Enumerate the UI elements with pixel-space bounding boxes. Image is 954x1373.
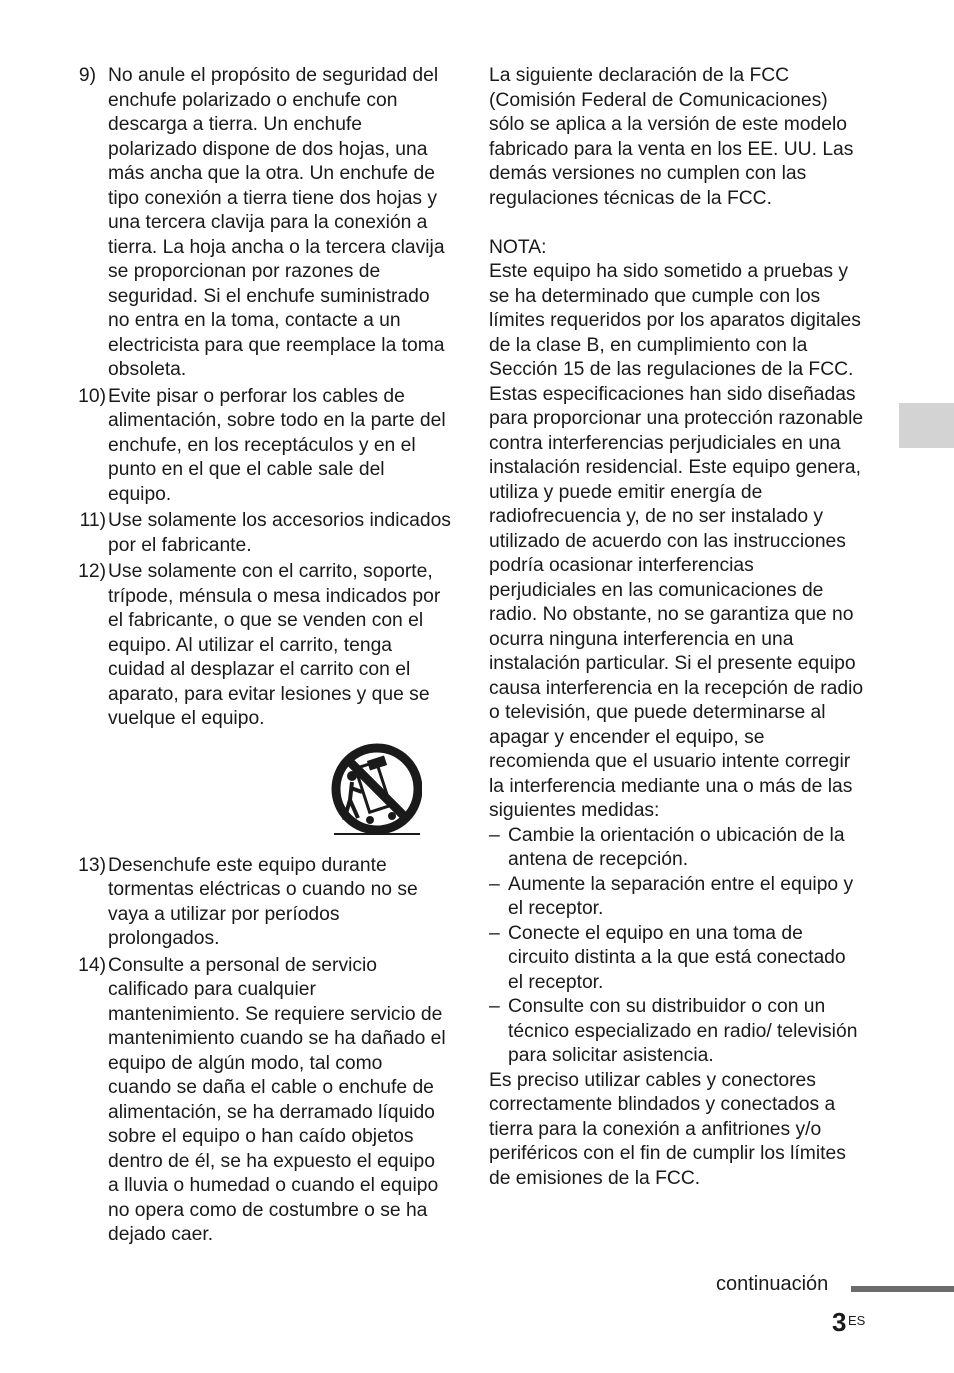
item-text: Use solamente los accesorios indicados por el fabricante. <box>108 510 451 556</box>
dash-bullet: – <box>489 873 500 895</box>
item-number: 11) <box>79 510 106 531</box>
list-item <box>75 954 451 1248</box>
section-tab-marker <box>899 403 954 448</box>
measure-text: Cambie la orientación o ubicación de la antena de recepción. <box>508 824 845 870</box>
item-number: 14) <box>78 954 106 976</box>
item-number: 13) <box>78 854 106 876</box>
measure-item <box>489 873 865 922</box>
measure-item <box>489 824 865 873</box>
page-number: 3 <box>832 1307 847 1337</box>
note-body: Este equipo ha sido sometido a pruebas y se ha determinado que cumple con los límites requeridos por los aparatos digitales de la clase B, en cumplimiento con la Sección 15 de las regulaciones de la FCC. Estas especificaciones han sido diseñadas para proporcionar una protección razonable contra interferencias perjudiciales en una instalación residencial. Este equipo genera, utiliza y puede emitir energía de radiofrecuencia y, de no ser instalado y utilizado de acuerdo con las instrucciones podría ocasionar interferencias perjudiciales en las comunicaciones de radio. No obstante, no se garantiza que no ocurra ninguna interferencia en una instalación particular. Si el presente equipo causa interferencia en la recepción de radio o televisión, que puede determinarse al apagar y encender el equipo, se recomienda que el usuario intente corregir la interferencia mediante una o más de las siguientes medidas: <box>489 261 864 821</box>
item-number: 9) <box>78 65 96 86</box>
cables-note: Es preciso utilizar cables y conectores correctamente blindados y conectados a tierra para la conexión a anfitriones y/o periféricos con el fin de cumplir los límites de emisiones de la FCC. <box>489 1069 846 1189</box>
item-number: 12) <box>78 561 106 582</box>
fcc-intro: La siguiente declaración de la FCC (Comisión Federal de Comunicaciones) sólo se aplica a la versión de este modelo fabricado para la venta en los EE. UU. Las demás versiones no cumplen con las regulaciones técnicas de la FCC. <box>489 65 854 209</box>
measure-text: Aumente la separación entre el equipo y el receptor. <box>508 873 854 919</box>
measure-item <box>489 922 865 996</box>
right-column <box>489 64 865 1191</box>
item-text: Use solamente con el carrito, soporte, trípode, ménsula o mesa indicados por el fabricante, o que se venden con el equipo. Al utilizar el carrito, tenga cuidad al desplazar el carrito con el aparato, para evitar lesiones y que se vuelque el equipo. <box>108 561 441 729</box>
spacer <box>489 211 865 236</box>
dash-bullet: – <box>489 922 500 944</box>
continue-label: continuación <box>716 1273 829 1295</box>
measure-item <box>489 995 865 1069</box>
cart-tip-over-warning-icon <box>330 742 422 838</box>
left-column <box>75 64 451 1250</box>
item-text: Desenchufe este equipo durante tormentas eléctricas o cuando no se vaya a utilizar por períodos prolongados. <box>108 854 418 949</box>
list-item <box>75 560 451 732</box>
list-item <box>75 64 451 383</box>
list-item <box>75 385 451 508</box>
continue-bar <box>851 1286 954 1292</box>
dash-bullet: – <box>489 996 500 1017</box>
measure-text: Consulte con su distribuidor o con un técnico especializado en radio/ televisión para solicitar asistencia. <box>508 996 858 1066</box>
dash-bullet: – <box>489 824 500 846</box>
item-text: Consulte a personal de servicio calificado para cualquier mantenimiento. Se requiere servicio de mantenimiento cuando se ha dañado el equipo de algún modo, tal como cuando se daña el cable o enchufe de alimentación, se ha derramado líquido sobre el equipo o han caído objetos dentro de él, se ha expuesto el equipo a lluvia o humedad o cuando el equipo no opera como de costumbre o se ha dejado caer. <box>108 954 446 1245</box>
measure-text: Conecte el equipo en una toma de circuito distinta a la que está conectado el receptor. <box>508 922 846 993</box>
page-language-suffix: ES <box>848 1313 866 1328</box>
list-item <box>75 509 451 558</box>
item-text: Evite pisar o perforar los cables de alimentación, sobre todo en la parte del enchufe, en los receptáculos y en el punto en el que el cable sale del equipo. <box>108 385 446 505</box>
note-heading: NOTA: <box>489 236 547 258</box>
item-text: No anule el propósito de seguridad del enchufe polarizado o enchufe con descarga a tierra. Un enchufe polarizado dispone de dos hojas, una más ancha que la otra. Un enchufe de tipo conexión a tierra tiene dos hojas y una tercera clavija para la conexión a tierra. La hoja ancha o la tercera clavija se proporcionan por razones de seguridad. Si el enchufe suministrado no entra en la toma, contacte a un electricista para que reemplace la toma obsoleta. <box>108 65 445 380</box>
list-item <box>75 854 451 952</box>
item-number: 10) <box>78 385 106 407</box>
